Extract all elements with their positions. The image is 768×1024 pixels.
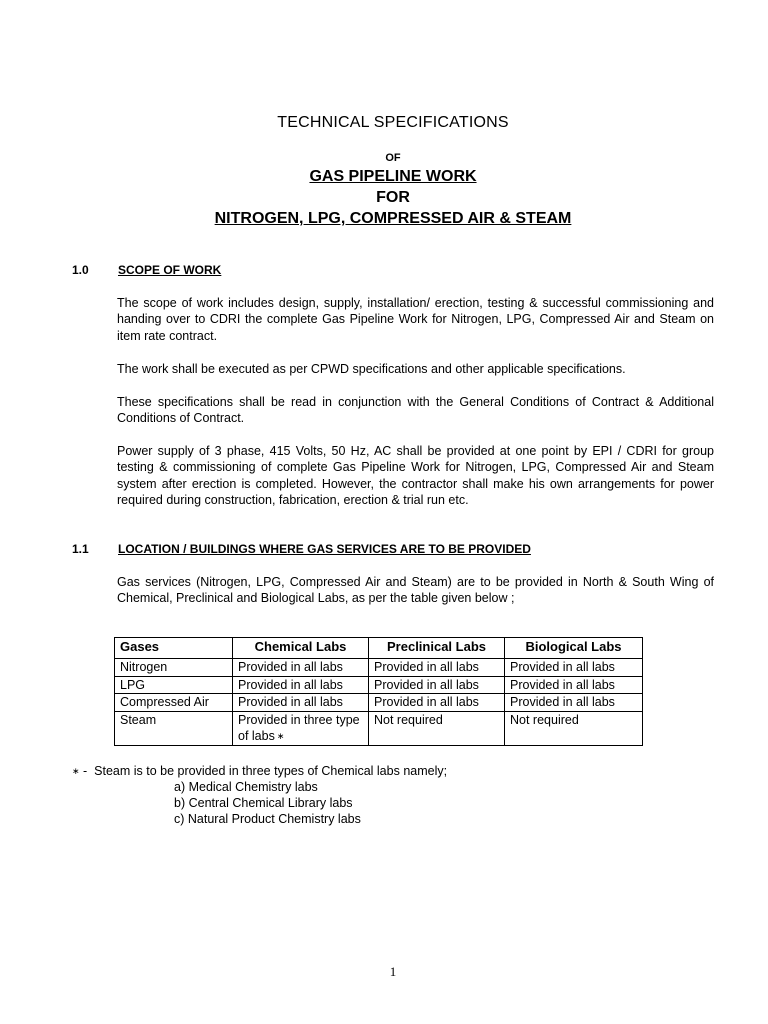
- table-cell: Not required: [505, 711, 643, 745]
- table-header-cell: Gases: [115, 638, 233, 659]
- table-cell: Provided in all labs: [233, 676, 369, 694]
- section-number: 1.1: [72, 542, 89, 556]
- scope-paragraph: The scope of work includes design, supply, installation/ erection, testing & successful commissioning and handing over to CDRI the complete Gas Pipeline Work for Nitrogen, LPG, Compressed Air and Steam on item rate contract.: [117, 296, 714, 343]
- footnote-item: b) Central Chemical Library labs: [174, 796, 353, 810]
- table-cell: Compressed Air: [115, 694, 233, 712]
- section-heading-scope: SCOPE OF WORK: [118, 263, 222, 277]
- footnote-text: - Steam is to be provided in three types of Chemical labs namely;: [79, 764, 448, 778]
- footnote: [72, 763, 447, 779]
- conditions-paragraph: These specifications shall be read in conjunction with the General Conditions of Contract & Additional Conditions of Contract.: [117, 395, 714, 426]
- section-number: 1.0: [72, 263, 89, 277]
- table-row: [115, 659, 643, 677]
- table-cell-text: Provided in three type of labs: [238, 712, 360, 743]
- table-cell: Provided in all labs: [505, 676, 643, 694]
- section-heading-location: LOCATION / BUILDINGS WHERE GAS SERVICES ARE TO BE PROVIDED: [118, 542, 531, 556]
- table-cell: Provided in all labs: [369, 659, 505, 677]
- table-header-cell: Biological Labs: [505, 638, 643, 659]
- table-cell-steam-chemical: [233, 711, 369, 745]
- table-header-row: [115, 638, 643, 659]
- table-cell: Provided in all labs: [233, 659, 369, 677]
- table-cell: Provided in all labs: [369, 694, 505, 712]
- document-title: TECHNICAL SPECIFICATIONS: [277, 114, 509, 131]
- table-cell: Steam: [115, 711, 233, 745]
- power-supply-paragraph: Power supply of 3 phase, 415 Volts, 50 Hz, AC shall be provided at one point by EPI / CDRI for group testing & commissioning of complete Gas Pipeline Work for Nitrogen, LPG, Compressed Air and Steam system after erection is completed. However, the contractor shall make his own arrangements for power required during construction, fabrication, erection & trial run etc.: [117, 444, 714, 508]
- asterisk-icon: ∗: [72, 766, 80, 776]
- gas-services-paragraph: Gas services (Nitrogen, LPG, Compressed Air and Steam) are to be provided in North & South Wing of Chemical, Preclinical and Biological Labs, as per the table given below ;: [117, 575, 714, 606]
- table-cell: LPG: [115, 676, 233, 694]
- footnote-item: a) Medical Chemistry labs: [174, 780, 318, 794]
- table-row: [115, 711, 643, 745]
- table-row: [115, 694, 643, 712]
- title-gases-list: NITROGEN, LPG, COMPRESSED AIR & STEAM: [214, 210, 572, 227]
- cpwd-paragraph: The work shall be executed as per CPWD specifications and other applicable specifications.: [117, 362, 626, 376]
- table-cell: Provided in all labs: [369, 676, 505, 694]
- title-of: OF: [385, 152, 401, 164]
- footnote-item: c) Natural Product Chemistry labs: [174, 812, 361, 826]
- table-cell: Not required: [369, 711, 505, 745]
- table-cell: Provided in all labs: [505, 694, 643, 712]
- table-row: [115, 676, 643, 694]
- table-cell: Nitrogen: [115, 659, 233, 677]
- asterisk-icon: ∗: [276, 731, 285, 741]
- gas-services-table: [114, 637, 643, 746]
- title-gas-pipeline-work: GAS PIPELINE WORK: [309, 168, 477, 185]
- table-header-cell: Chemical Labs: [233, 638, 369, 659]
- table-cell: Provided in all labs: [233, 694, 369, 712]
- table-header-cell: Preclinical Labs: [369, 638, 505, 659]
- table-cell: Provided in all labs: [505, 659, 643, 677]
- page-number: 1: [389, 964, 397, 979]
- title-for: FOR: [376, 189, 410, 206]
